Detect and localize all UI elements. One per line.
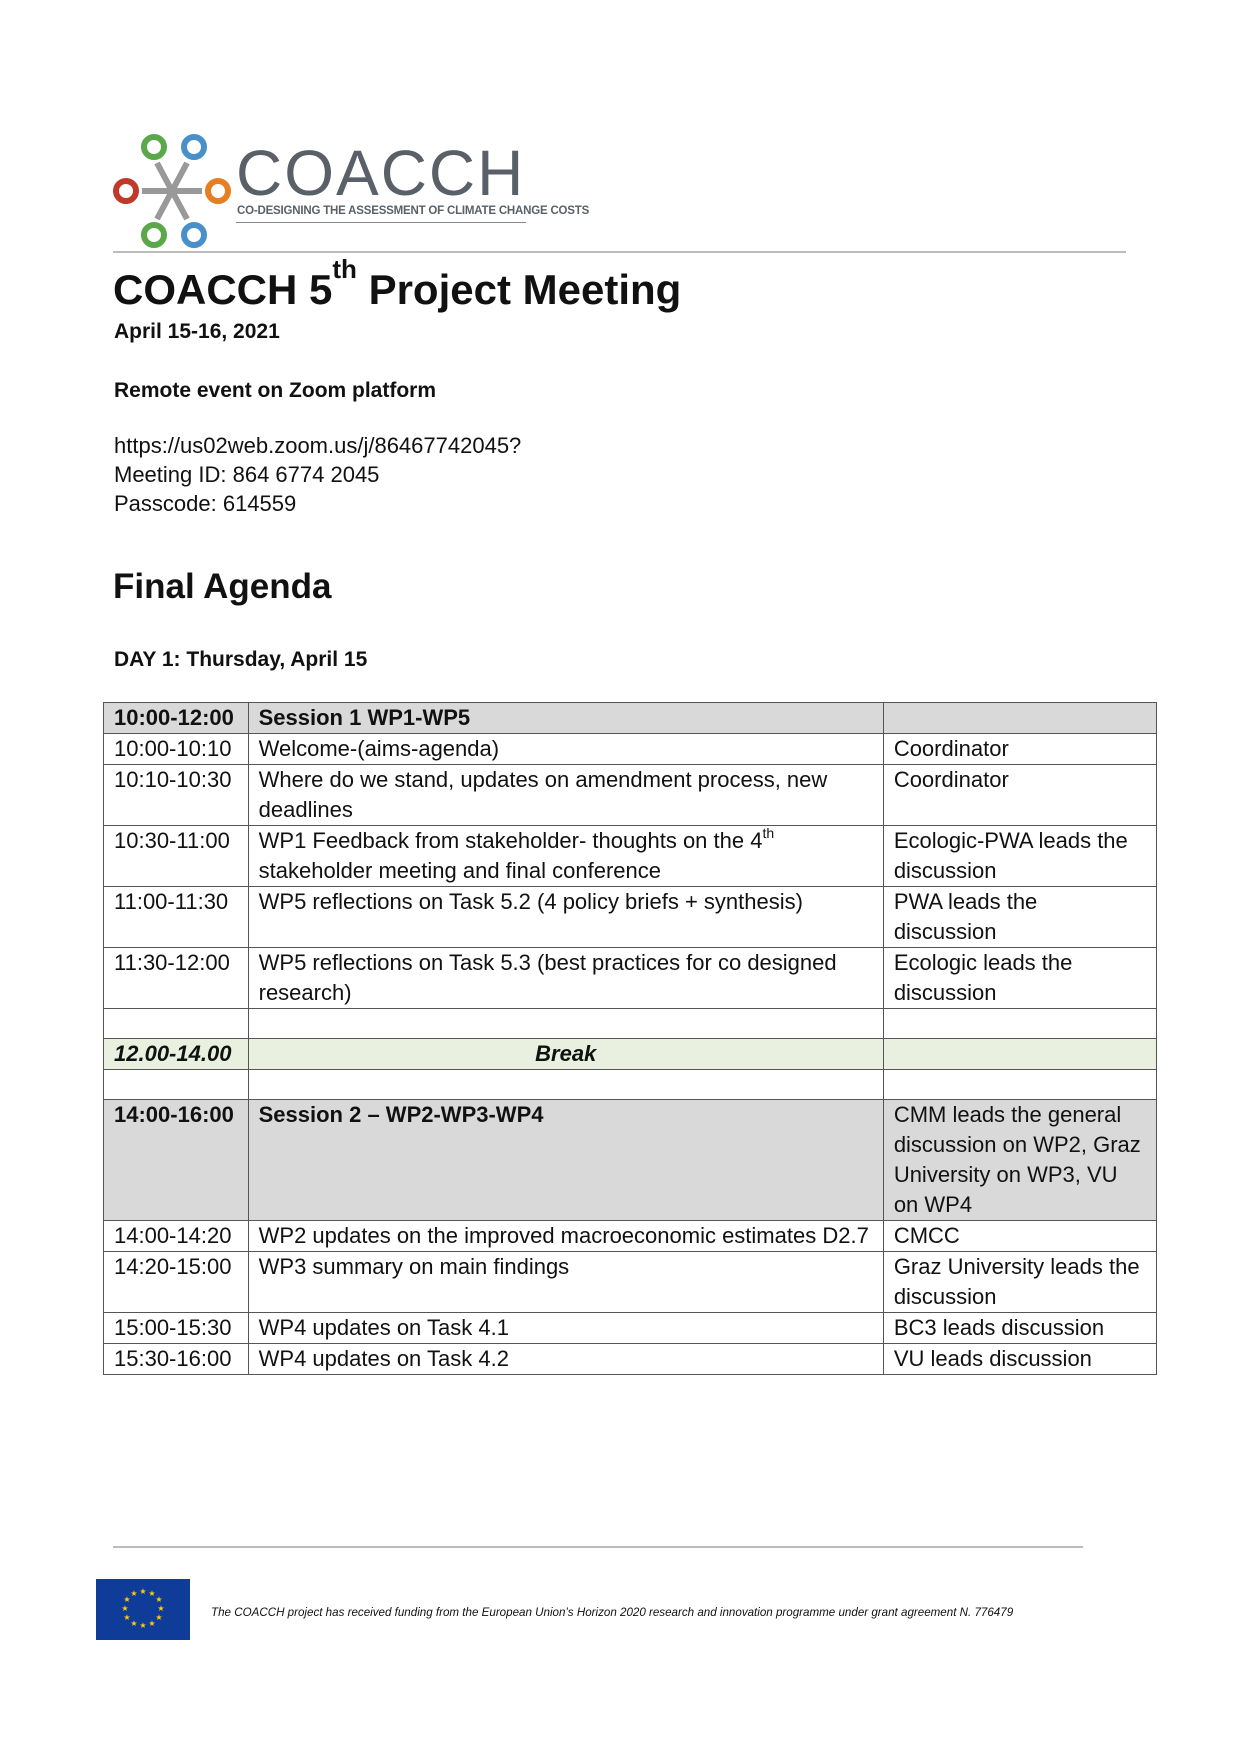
remote-label: Remote event on Zoom platform — [114, 379, 437, 402]
item-cell: Where do we stand, updates on amendment process, new deadlines — [248, 765, 883, 826]
svg-text:★: ★ — [155, 1613, 163, 1622]
lead-cell: Coordinator — [883, 765, 1156, 826]
table-row — [104, 1221, 1157, 1252]
table-row — [104, 1344, 1157, 1375]
svg-text:★: ★ — [130, 1589, 138, 1598]
time-cell: 10:30-11:00 — [104, 826, 249, 887]
lead-cell — [883, 1039, 1156, 1070]
time-cell: 14:00-16:00 — [104, 1100, 249, 1221]
lead-cell: Ecologic-PWA leads the discussion — [883, 826, 1156, 887]
svg-text:★: ★ — [130, 1619, 138, 1628]
item-cell: WP4 updates on Task 4.1 — [248, 1313, 883, 1344]
svg-text:★: ★ — [123, 1595, 131, 1604]
logo-wordmark: COACCH — [236, 137, 526, 209]
logo-underline — [236, 222, 526, 223]
table-row — [104, 887, 1157, 948]
time-cell: 10:00-12:00 — [104, 703, 249, 734]
table-row — [104, 948, 1157, 1009]
footer-divider — [113, 1546, 1083, 1548]
item-cell: Session 2 – WP2-WP3-WP4 — [248, 1100, 883, 1221]
table-row — [104, 703, 1157, 734]
agenda-heading: Final Agenda — [113, 567, 332, 606]
time-cell: 14:20-15:00 — [104, 1252, 249, 1313]
time-cell: 15:30-16:00 — [104, 1344, 249, 1375]
header-divider — [113, 251, 1126, 253]
svg-text:★: ★ — [148, 1619, 156, 1628]
item-cell: WP2 updates on the improved macroeconomic estimates D2.7 — [248, 1221, 883, 1252]
lead-cell: Graz University leads the discussion — [883, 1252, 1156, 1313]
time-cell: 15:00-15:30 — [104, 1313, 249, 1344]
eu-flag-icon — [96, 1579, 190, 1640]
lead-cell: VU leads discussion — [883, 1344, 1156, 1375]
lead-cell: PWA leads the discussion — [883, 887, 1156, 948]
passcode: Passcode: 614559 — [114, 491, 297, 516]
time-cell — [104, 1009, 249, 1039]
table-row-break — [104, 1039, 1157, 1070]
item-superscript: th — [762, 824, 775, 841]
agenda-table — [103, 702, 1157, 1375]
title-prefix: COACCH 5 — [113, 266, 333, 313]
time-cell: 10:10-10:30 — [104, 765, 249, 826]
item-cell — [248, 826, 883, 887]
item-cell — [248, 1009, 883, 1039]
svg-text:★: ★ — [155, 1595, 163, 1604]
table-row-blank — [104, 1070, 1157, 1100]
page-title — [113, 254, 682, 318]
zoom-details — [114, 431, 521, 518]
svg-text:★: ★ — [139, 1621, 147, 1630]
time-cell: 11:00-11:30 — [104, 887, 249, 948]
zoom-link[interactable]: https://us02web.zoom.us/j/86467742045? — [114, 433, 522, 458]
coacch-logo — [112, 133, 590, 248]
meeting-id: Meeting ID: 864 6774 2045 — [114, 462, 380, 487]
lead-cell: Ecologic leads the discussion — [883, 948, 1156, 1009]
table-row — [104, 1100, 1157, 1221]
title-suffix: Project Meeting — [356, 266, 682, 313]
svg-text:★: ★ — [139, 1587, 147, 1596]
lead-cell: CMCC — [883, 1221, 1156, 1252]
item-text: stakeholder meeting and final conference — [258, 858, 661, 883]
lead-cell — [883, 1070, 1156, 1100]
table-row — [104, 765, 1157, 826]
logo-tagline: CO-DESIGNING THE ASSESSMENT OF CLIMATE CHANGE COSTS — [237, 205, 590, 217]
item-cell: WP5 reflections on Task 5.3 (best practices for co designed research) — [248, 948, 883, 1009]
time-cell: 11:30-12:00 — [104, 948, 249, 1009]
item-cell — [248, 1070, 883, 1100]
item-cell: WP5 reflections on Task 5.2 (4 policy briefs + synthesis) — [248, 887, 883, 948]
svg-text:★: ★ — [121, 1604, 129, 1613]
time-cell: 10:00-10:10 — [104, 734, 249, 765]
table-row — [104, 826, 1157, 887]
eu-stars-icon — [96, 1579, 190, 1640]
svg-text:★: ★ — [123, 1613, 131, 1622]
time-cell: 14:00-14:20 — [104, 1221, 249, 1252]
svg-text:★: ★ — [148, 1589, 156, 1598]
funding-notice: The COACCH project has received funding from the European Union’s Horizon 2020 research and innovation programme under grant agreement N. 776479 — [211, 1606, 1014, 1619]
table-row — [104, 734, 1157, 765]
item-cell: Session 1 WP1-WP5 — [248, 703, 883, 734]
lead-cell — [883, 703, 1156, 734]
day-heading: DAY 1: Thursday, April 15 — [114, 648, 368, 671]
lead-cell — [883, 1009, 1156, 1039]
time-cell — [104, 1070, 249, 1100]
meeting-dates: April 15-16, 2021 — [114, 320, 280, 343]
item-cell: WP4 updates on Task 4.2 — [248, 1344, 883, 1375]
time-cell: 12.00-14.00 — [104, 1039, 249, 1070]
item-cell: WP3 summary on main findings — [248, 1252, 883, 1313]
table-row — [104, 1313, 1157, 1344]
lead-cell: CMM leads the general discussion on WP2, Graz University on WP3, VU on WP4 — [883, 1100, 1156, 1221]
svg-text:★: ★ — [157, 1604, 165, 1613]
title-superscript: th — [332, 254, 357, 284]
coacch-molecule-icon — [112, 133, 242, 248]
lead-cell: BC3 leads discussion — [883, 1313, 1156, 1344]
item-cell: Break — [248, 1039, 883, 1070]
item-cell: Welcome-(aims-agenda) — [248, 734, 883, 765]
table-row — [104, 1252, 1157, 1313]
lead-cell: Coordinator — [883, 734, 1156, 765]
item-text: WP1 Feedback from stakeholder- thoughts on the 4 — [258, 828, 763, 853]
table-row-blank — [104, 1009, 1157, 1039]
